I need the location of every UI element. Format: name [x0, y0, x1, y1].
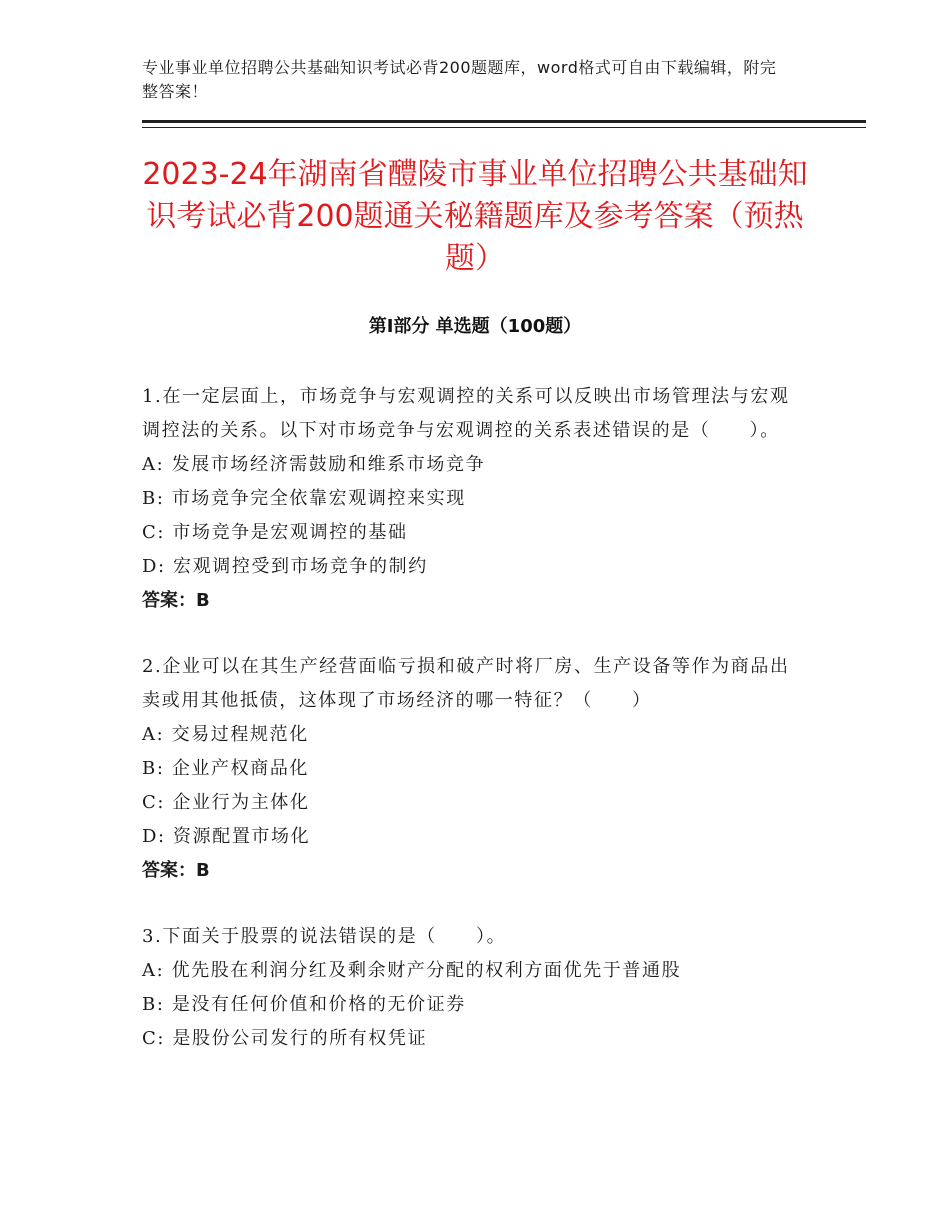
option-text: 企业产权商品化	[171, 758, 310, 779]
answer-value: B	[196, 860, 210, 881]
header-rule-thick	[142, 120, 866, 123]
option-key: B:	[142, 758, 165, 779]
option-key: C:	[142, 522, 166, 543]
question-stem: 3.下面关于股票的说法错误的是（ ）。	[142, 926, 507, 947]
option-d	[142, 820, 802, 854]
answer-value: B	[196, 590, 210, 611]
option-text: 宏观调控受到市场竞争的制约	[173, 556, 428, 577]
question-1	[142, 380, 802, 618]
option-text: 市场竞争是宏观调控的基础	[172, 522, 408, 543]
question-list	[142, 380, 802, 1088]
option-key: C:	[142, 792, 166, 813]
option-c	[142, 1022, 802, 1056]
option-text: 优先股在利润分红及剩余财产分配的权利方面优先于普通股	[171, 960, 682, 981]
header-note: 专业事业单位招聘公共基础知识考试必背200题题库，word格式可自由下载编辑，附完整答案！	[142, 58, 777, 101]
answer-prefix: 答案：	[142, 590, 196, 611]
option-text: 是没有任何价值和价格的无价证券	[171, 994, 466, 1015]
answer-line	[142, 584, 802, 618]
question-3	[142, 920, 802, 1056]
document-title: 2023-24年湖南省醴陵市事业单位招聘公共基础知识考试必背200题通关秘籍题库及参考答案（预热题）	[142, 157, 808, 276]
option-a	[142, 448, 802, 482]
option-key: A:	[142, 454, 165, 475]
question-2	[142, 650, 802, 888]
option-text: 发展市场经济需鼓励和维系市场竞争	[171, 454, 486, 475]
option-text: 资源配置市场化	[173, 826, 311, 847]
option-c	[142, 786, 802, 820]
option-b	[142, 988, 802, 1022]
option-b	[142, 482, 802, 516]
option-key: B:	[142, 488, 165, 509]
option-a	[142, 718, 802, 752]
option-a	[142, 954, 802, 988]
option-text: 交易过程规范化	[171, 724, 309, 745]
option-key: C:	[142, 1028, 166, 1049]
question-stem: 2.企业可以在其生产经营面临亏损和破产时将厂房、生产设备等作为商品出卖或用其他抵债，这体现了市场经济的哪一特征？（ ）	[142, 656, 790, 711]
option-text: 市场竞争完全依靠宏观调控来实现	[171, 488, 466, 509]
option-key: D:	[142, 556, 166, 577]
option-key: D:	[142, 826, 166, 847]
option-key: B:	[142, 994, 165, 1015]
header-rule-thin	[142, 127, 866, 128]
option-text: 是股份公司发行的所有权凭证	[172, 1028, 428, 1049]
option-d	[142, 550, 802, 584]
option-text: 企业行为主体化	[172, 792, 310, 813]
question-stem: 1.在一定层面上，市场竞争与宏观调控的关系可以反映出市场管理法与宏观调控法的关系。以下对市场竞争与宏观调控的关系表述错误的是（ ）。	[142, 386, 790, 441]
option-key: A:	[142, 960, 165, 981]
answer-prefix: 答案：	[142, 860, 196, 881]
answer-line	[142, 854, 802, 888]
option-key: A:	[142, 724, 165, 745]
option-c	[142, 516, 802, 550]
section-heading: 第Ⅰ部分 单选题（100题）	[368, 316, 582, 337]
option-b	[142, 752, 802, 786]
